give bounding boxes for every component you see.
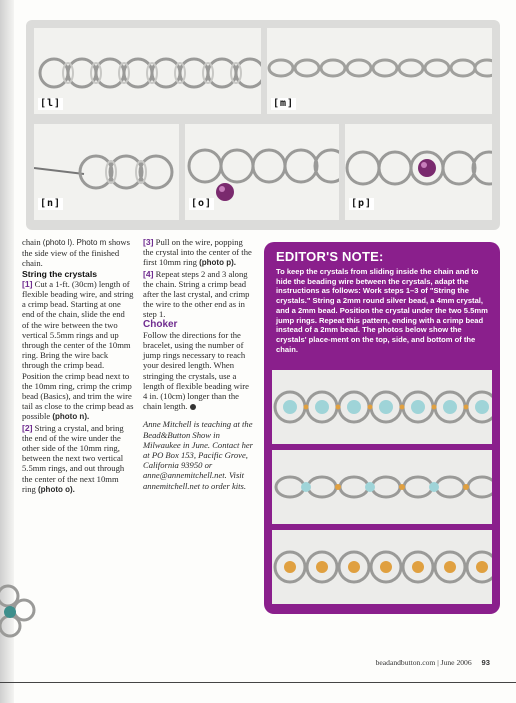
step-3 <box>143 237 255 269</box>
heading-string-crystals: String the crystals <box>22 268 97 279</box>
photo-o <box>185 124 339 220</box>
step-3-number: [3] <box>143 237 154 247</box>
photo-label-l: [l] <box>40 98 62 109</box>
editor-photo-top <box>272 370 492 444</box>
step-2-text: String a crystal, and bring the end of the wire under the other side of the 10mm ring, between the next two vertical 5.5mm rings, and out through the center of the next 10mm ring <box>22 422 125 494</box>
heading-choker: Choker <box>143 318 178 330</box>
photo-n <box>34 124 179 220</box>
text-column-2 <box>143 237 255 491</box>
photo-ref-n: (photo n). <box>52 412 90 422</box>
editor-photo-side <box>272 450 492 524</box>
chainmaille-side-view-image <box>267 28 492 114</box>
page-bottom-edge <box>0 682 516 683</box>
editors-note-body: To keep the crystals from sliding inside the chain and to hide the beading wire between the crystals, adapt the instructions as follows: Work steps 1–3 of "String the crystals." String a 2mm round silver bead, a 4mm crystal, and a 2mm bead. Position the crystal under the two 5.5mm jump rings. Repeat this pattern, ending with a crimp bead instead of a 2mm bead. The photos below show the crystals' place-ment on the top, side, and bottom of the chain. <box>276 267 488 354</box>
editors-note-box <box>264 242 500 614</box>
editors-note-title: EDITOR'S NOTE: <box>276 249 384 264</box>
intro-text-c: shows the side view of the finished chain. <box>22 237 130 269</box>
step-1-text: Cut a 1-ft. (30cm) length of flexible beading wire, and string a crimp bead. Starting at one end of the chain, slide the end of the wire between the two vertical 5.5mm rings and up through the center of the 10mm ring. Bring the wire back through the crimp bead. Position the crimp bead next to the 10mm ring, crimp the crimp bead (Basics), and trim the wire tail as close to the crimp bead as possible <box>22 278 134 422</box>
photo-p <box>345 124 492 220</box>
crystal-chain-top-image <box>272 370 492 444</box>
photo-ref-m: Photo m <box>76 238 107 247</box>
choker-text: Follow the directions for the bracelet, using the number of jump rings necessary to reach your desired length. When stringing the crystals, use a length of flexible beading wire 4 in. (10cm) longer than the chain length. <box>143 329 249 412</box>
step-4-number: [4] <box>143 268 154 279</box>
footer-site: beadandbutton.com | June 2006 <box>375 658 472 667</box>
photo-label-p: [p] <box>351 198 373 209</box>
step-4-text: Repeat steps 2 and 3 along the chain. String a crimp bead after the last crystal, and crimp the wire to the other end as in step 1. <box>143 268 250 320</box>
crystal-chain-bottom-image <box>272 530 492 604</box>
step-2-number: [2] <box>22 422 33 433</box>
photo-label-m: [m] <box>273 98 295 109</box>
editor-photo-bottom <box>272 530 492 604</box>
choker-paragraph <box>143 330 255 412</box>
photo-label-n: [n] <box>40 198 62 209</box>
intro-text-a: chain <box>22 237 41 247</box>
chainmaille-chain-image <box>34 28 261 114</box>
step-1-number: [1] <box>22 278 33 289</box>
end-mark-icon <box>190 404 196 410</box>
step-3-text: Pull on the wire, popping the crystal into the center of the first 10mm ring <box>143 237 252 268</box>
step-2 <box>22 423 134 495</box>
photo-l <box>34 28 261 114</box>
author-bio: Anne Mitchell is teaching at the Bead&Button Show in Milwaukee in June. Contact her at PO Box 153, Pacific Grove, California 93950 or anne@annemitchell.net. Visit annemitchell.net to order kits. <box>143 419 254 491</box>
photo-ref-l: (photo l). <box>42 238 75 247</box>
photo-ref-o: (photo o). <box>38 484 75 494</box>
step-1 <box>22 279 134 423</box>
intro-paragraph <box>22 237 134 269</box>
page-footer <box>376 658 490 667</box>
photo-label-o: [o] <box>191 198 213 209</box>
photo-ref-p: (photo p). <box>199 258 236 268</box>
photo-m <box>267 28 492 114</box>
page-number: 93 <box>481 658 490 667</box>
step-4 <box>143 269 255 320</box>
text-column-1 <box>22 237 134 495</box>
chain-fragment-image <box>0 582 40 642</box>
crystal-chain-side-image <box>272 450 492 524</box>
